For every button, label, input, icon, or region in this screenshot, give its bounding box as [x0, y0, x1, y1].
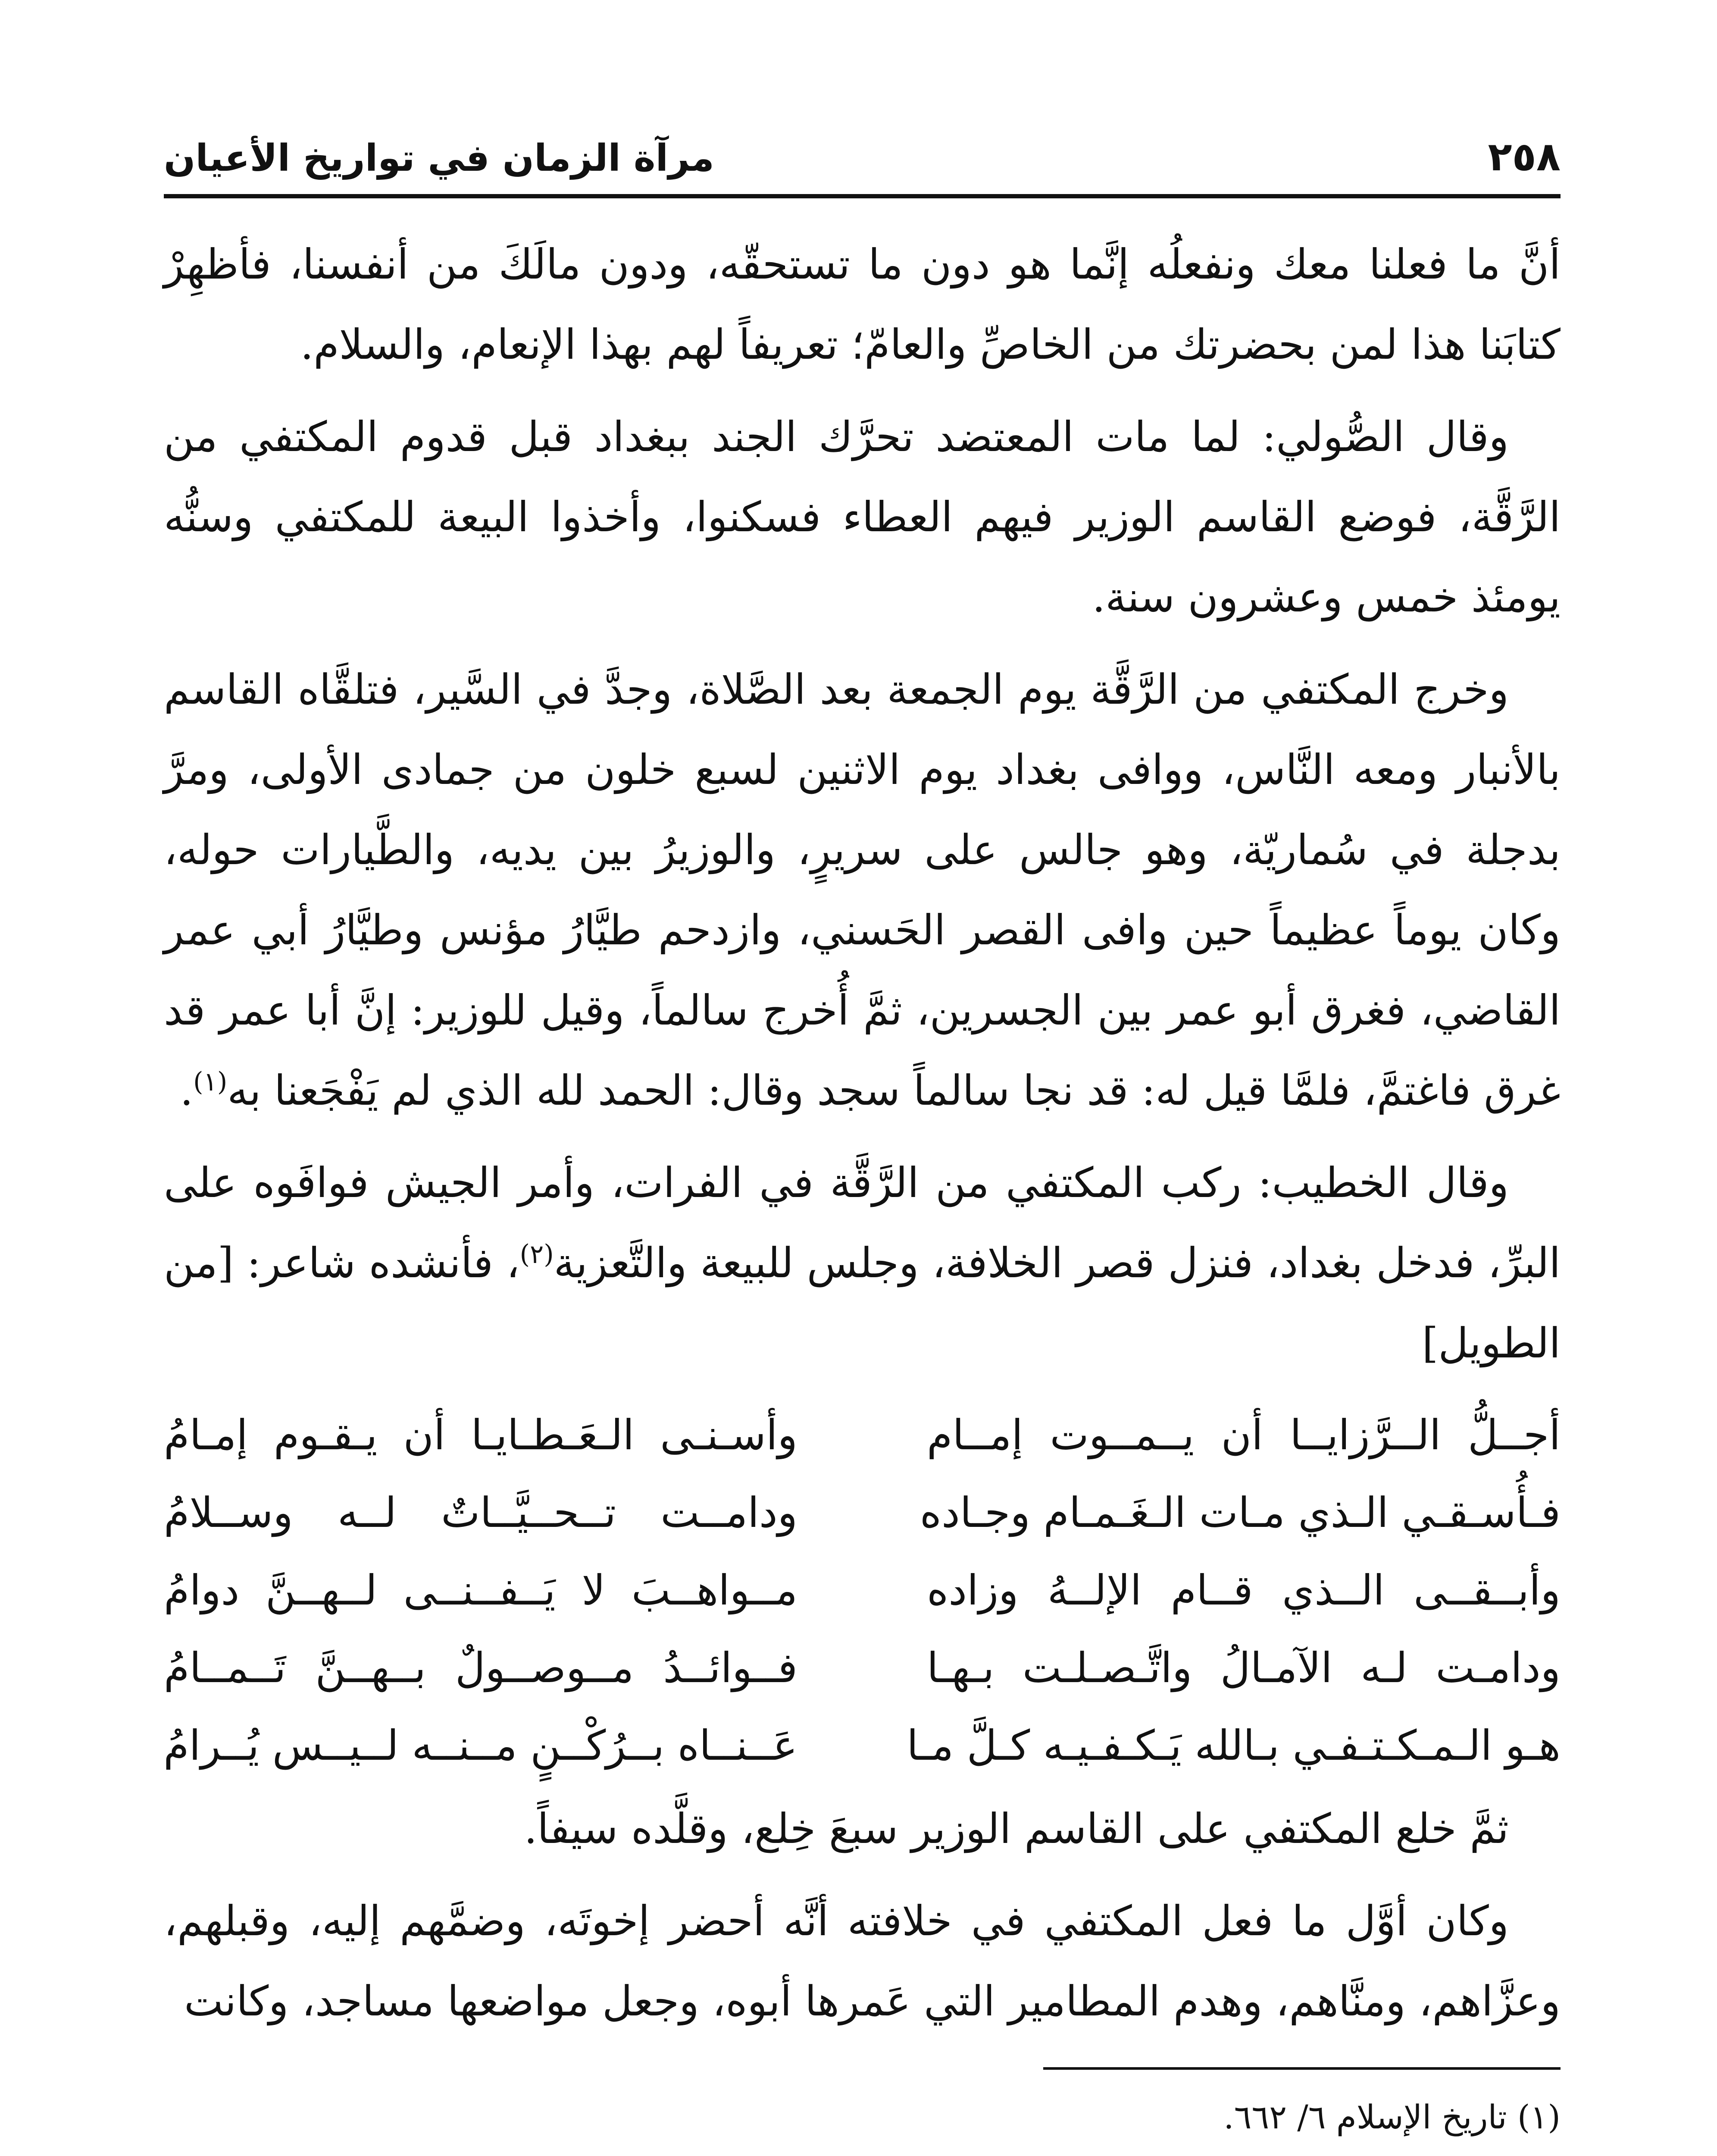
- verse-second-hemistich: فــوائــدُ مــوصــولٌ بــهــنَّ تَــمــامُ: [164, 1644, 798, 1692]
- page-number: ٢٥٨: [1488, 134, 1561, 180]
- paragraph-khatib: وقال الخطيب: ركب المكتفي من الرَّقَّة في الفرات، وأمر الجيش فوافَوه على البرِّ، فدخل بغداد، فنزل قصر الخلافة، وجلس للبيعة والتَّعزية$^{(٢)}$، فأنشده شاعر: [من الطويل]: [164, 1159, 1561, 1367]
- verse-second-hemistich: وأسـنـى الـعَـطـايـا أن يـقـوم إمـامُ: [164, 1411, 798, 1459]
- verse-first-hemistich: ودامـت لـه الآمـالُ واتَّـصـلـت بـهـا: [927, 1644, 1561, 1692]
- paragraph-suli: وقال الصُّولي: لما مات المعتضد تحرَّك الجند ببغداد قبل قدوم المكتفي من الرَّقَّة، فوضع القاسم الوزير فيهم العطاء فسكنوا، وأخذوا البيعة للمكتفي وسنُّه يومئذ خمس وعشرون سنة.: [164, 413, 1561, 621]
- verse: [164, 1396, 1561, 1474]
- footnotes: [164, 2087, 1561, 2156]
- verse-first-hemistich: هـو الـمـكـتـفـي بـالله يَـكـفـيـه كـلَّ مـا: [907, 1721, 1561, 1770]
- verse-second-hemistich: مــواهــبَ لا يَــفــنــى لــهــنَّ دوامُ: [164, 1566, 798, 1614]
- verse-second-hemistich: عَــنــاه بــرُكْــنٍ مــنــه لــيــس يُــرامُ: [163, 1721, 798, 1770]
- paragraph-continuation: أنَّ ما فعلنا معك ونفعلُه إنَّما هو دون ما تستحقّه، ودون مالَكَ من أنفسنا، فأظهِرْ كتابَنا هذا لمن بحضرتك من الخاصِّ والعامّ؛ تعريفاً لهم بهذا الإنعام، والسلام.: [164, 240, 1561, 369]
- verse-first-hemistich: أجــلُّ الــرَّزايــا أن يــمــوت إمــام: [927, 1411, 1561, 1459]
- paragraph-departure: وخرج المكتفي من الرَّقَّة يوم الجمعة بعد الصَّلاة، وجدَّ في السَّير، فتلقَّاه القاسم بالأنبار ومعه النَّاس، ووافى بغداد يوم الاثنين لسبع خلون من جمادى الأولى، ومرَّ بدجلة في سُماريّة، وهو جالس على سريرٍ، والوزيرُ بين يديه، والطَّيارات حوله، وكان يوماً عظيماً حين وافى القصر الحَسني، وازدحم طيَّارُ مؤنس وطيَّارُ أبي عمر القاضي، فغرق أبو عمر بين الجسرين، ثمَّ أُخرج سالماً، وقيل للوزير: إنَّ أبا عمر قد غرق فاغتمَّ، فلمَّا قيل له: قد نجا سالماً سجد وقال: الحمد لله الذي لم يَفْجَعنا به$^{(١)}$.: [164, 665, 1561, 1115]
- verse: [164, 1474, 1561, 1551]
- verse-first-hemistich: فـأُسـقـي الـذي مـات الـغَـمـام وجـاده: [919, 1489, 1561, 1537]
- paragraph-robes: ثمَّ خلع المكتفي على القاسم الوزير سبعَ خِلع، وقلَّده سيفاً.: [524, 1805, 1509, 1853]
- footnote-1: (١) تاريخ الإسلام ٦/ ٦٦٢.: [1223, 2098, 1561, 2136]
- footnote-2: [164, 2147, 1561, 2156]
- poem: [164, 1396, 1561, 1784]
- footnote-divider: [1043, 2067, 1561, 2070]
- footnote-ref-2[interactable]: (٢): [519, 1239, 554, 1269]
- verse-first-hemistich: وأبــقــى الــذي قــام الإلــهُ وزاده: [927, 1566, 1561, 1614]
- paragraph-first-acts: وكان أوَّل ما فعل المكتفي في خلافته أنَّه أحضر إخوتَه، وضمَّهم إليه، وقبلهم، وعزَّاهم، ومنَّاهم، وهدم المطامير التي عَمرها أبوه، وجعل مواضعها مساجد، وكانت: [164, 1897, 1561, 2025]
- verse-second-hemistich: ودامــت تــحــيَّــاتٌ لــه وســلامُ: [164, 1489, 798, 1537]
- verse: [164, 1551, 1561, 1629]
- verse: [164, 1707, 1561, 1784]
- footnote-ref-1[interactable]: (١): [193, 1067, 228, 1097]
- body-text: [164, 224, 1561, 2041]
- running-header: [164, 121, 1561, 198]
- running-title: مرآة الزمان في تواريخ الأعيان: [164, 137, 714, 180]
- book-page: [164, 121, 1561, 2156]
- verse: [164, 1629, 1561, 1707]
